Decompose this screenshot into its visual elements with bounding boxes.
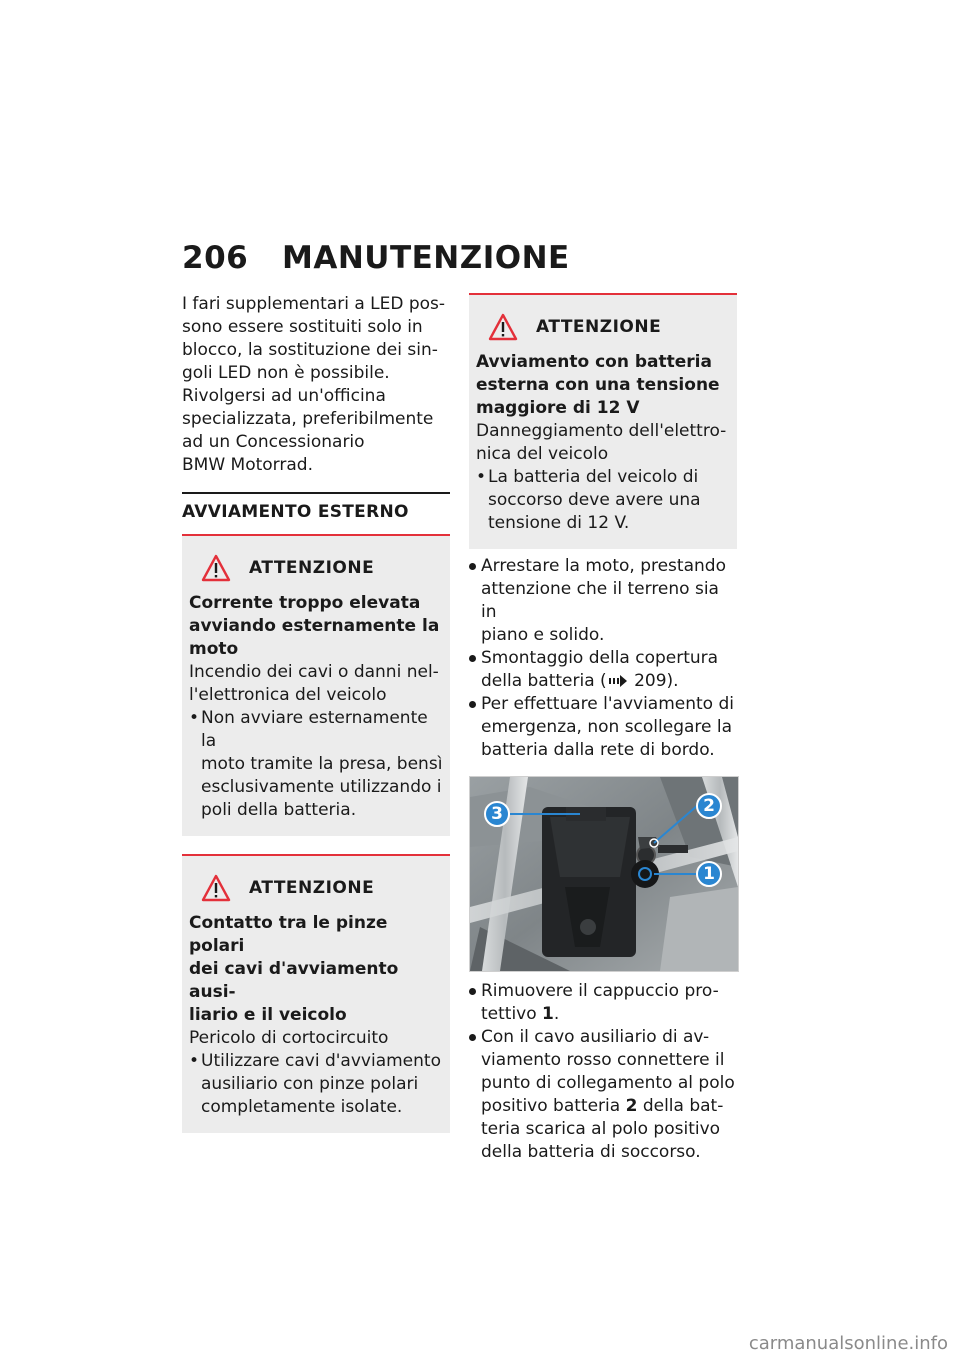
warning-consequence: Incendio dei cavi o danni nel- (189, 662, 439, 682)
warning-hazard: Corrente troppo elevata avviando esternamente la moto (189, 593, 440, 659)
list-item: Smontaggio della copertura della batteria ( 209). (469, 647, 737, 693)
steps-list-top (469, 555, 737, 762)
warning-measures (476, 466, 730, 535)
list-item: Per effettuare l'avviamento di emergenza, non scollegare la batteria dalla rete di bordo. (469, 693, 737, 762)
page-reference-arrow-icon (609, 675, 627, 687)
page-number: 206 (182, 240, 249, 276)
warning-triangle-icon (488, 313, 518, 341)
callout-1: 1 (696, 861, 722, 887)
warning-title: ATTENZIONE (249, 878, 375, 898)
chapter-title: MANUTENZIONE (282, 240, 570, 276)
list-item: • Utilizzare cavi d'avviamento ausiliario con pinze polari completamente isolate. (189, 1050, 443, 1119)
warning-hazard: Contatto tra le pinze polari dei cavi d'avviamento ausi- liario e il veicolo (189, 913, 399, 1025)
warning-header (189, 550, 443, 586)
warning-triangle-icon (201, 554, 231, 582)
list-item: Rimuovere il cappuccio pro- tettivo 1. (469, 980, 737, 1026)
warning-header (189, 870, 443, 906)
warning-header (476, 309, 730, 345)
left-column (182, 293, 450, 1133)
list-item: Arrestare la moto, prestando attenzione che il terreno sia in piano e solido. (469, 555, 737, 647)
steps-list-bottom (469, 980, 737, 1164)
warning-box-current: ATTENZIONE Corrente troppo elevata avviando esternamente la moto Incendio dei cavi o danni nel- l'elettronica del veicolo • Non avviare esternamente la moto tramite la presa, bensì esclusivamente utilizzando i poli della batteria. (182, 534, 450, 836)
list-item: • La batteria del veicolo di soccorso deve avere una tensione di 12 V. (476, 466, 730, 535)
page-reference[interactable]: 209). (634, 671, 679, 691)
warning-title: ATTENZIONE (536, 317, 662, 337)
intro-paragraph: I fari supplementari a LED pos- sono essere sostituiti solo in blocco, la sostituzione dei sin- goli LED non è possibile. Rivolgersi ad un'officina specializzata, preferibilmente ad un Concessionario BMW Motorrad. (182, 294, 446, 475)
warning-box-voltage: ATTENZIONE Avviamento con batteria esterna con una tensione maggiore di 12 V Danneggiamento dell'elettro- nica del veicolo • La batteria del veicolo di soccorso deve avere una tensione di 12 V. (469, 293, 737, 549)
list-item: Con il cavo ausiliario di av- viamento rosso connettere il punto di collegamento al polo positivo batteria 2 della bat- teria scarica al polo positivo della batteria di soccorso. (469, 1026, 737, 1164)
callout-3: 3 (484, 801, 510, 827)
warning-consequence: Pericolo di cortocircuito (189, 1028, 389, 1048)
warning-measures (189, 707, 443, 822)
warning-hazard: Avviamento con batteria esterna con una tensione maggiore di 12 V (476, 352, 720, 418)
watermark: carmanualsonline.info (748, 1333, 948, 1354)
callout-ref-2: 2 (625, 1096, 638, 1116)
warning-box-contact (182, 854, 450, 1133)
list-item: • Non avviare esternamente la moto tramite la presa, bensì esclusivamente utilizzando i poli della batteria. (189, 707, 443, 822)
warning-measures (189, 1050, 443, 1119)
right-column (469, 293, 737, 1164)
section-heading: AVVIAMENTO ESTERNO (182, 492, 450, 524)
warning-title: ATTENZIONE (249, 558, 375, 578)
battery-photo (469, 776, 739, 972)
warning-triangle-icon (201, 874, 231, 902)
warning-consequence: Danneggiamento dell'elettro- (476, 421, 727, 441)
callout-2: 2 (696, 793, 722, 819)
callout-ref-1: 1 (542, 1004, 554, 1024)
